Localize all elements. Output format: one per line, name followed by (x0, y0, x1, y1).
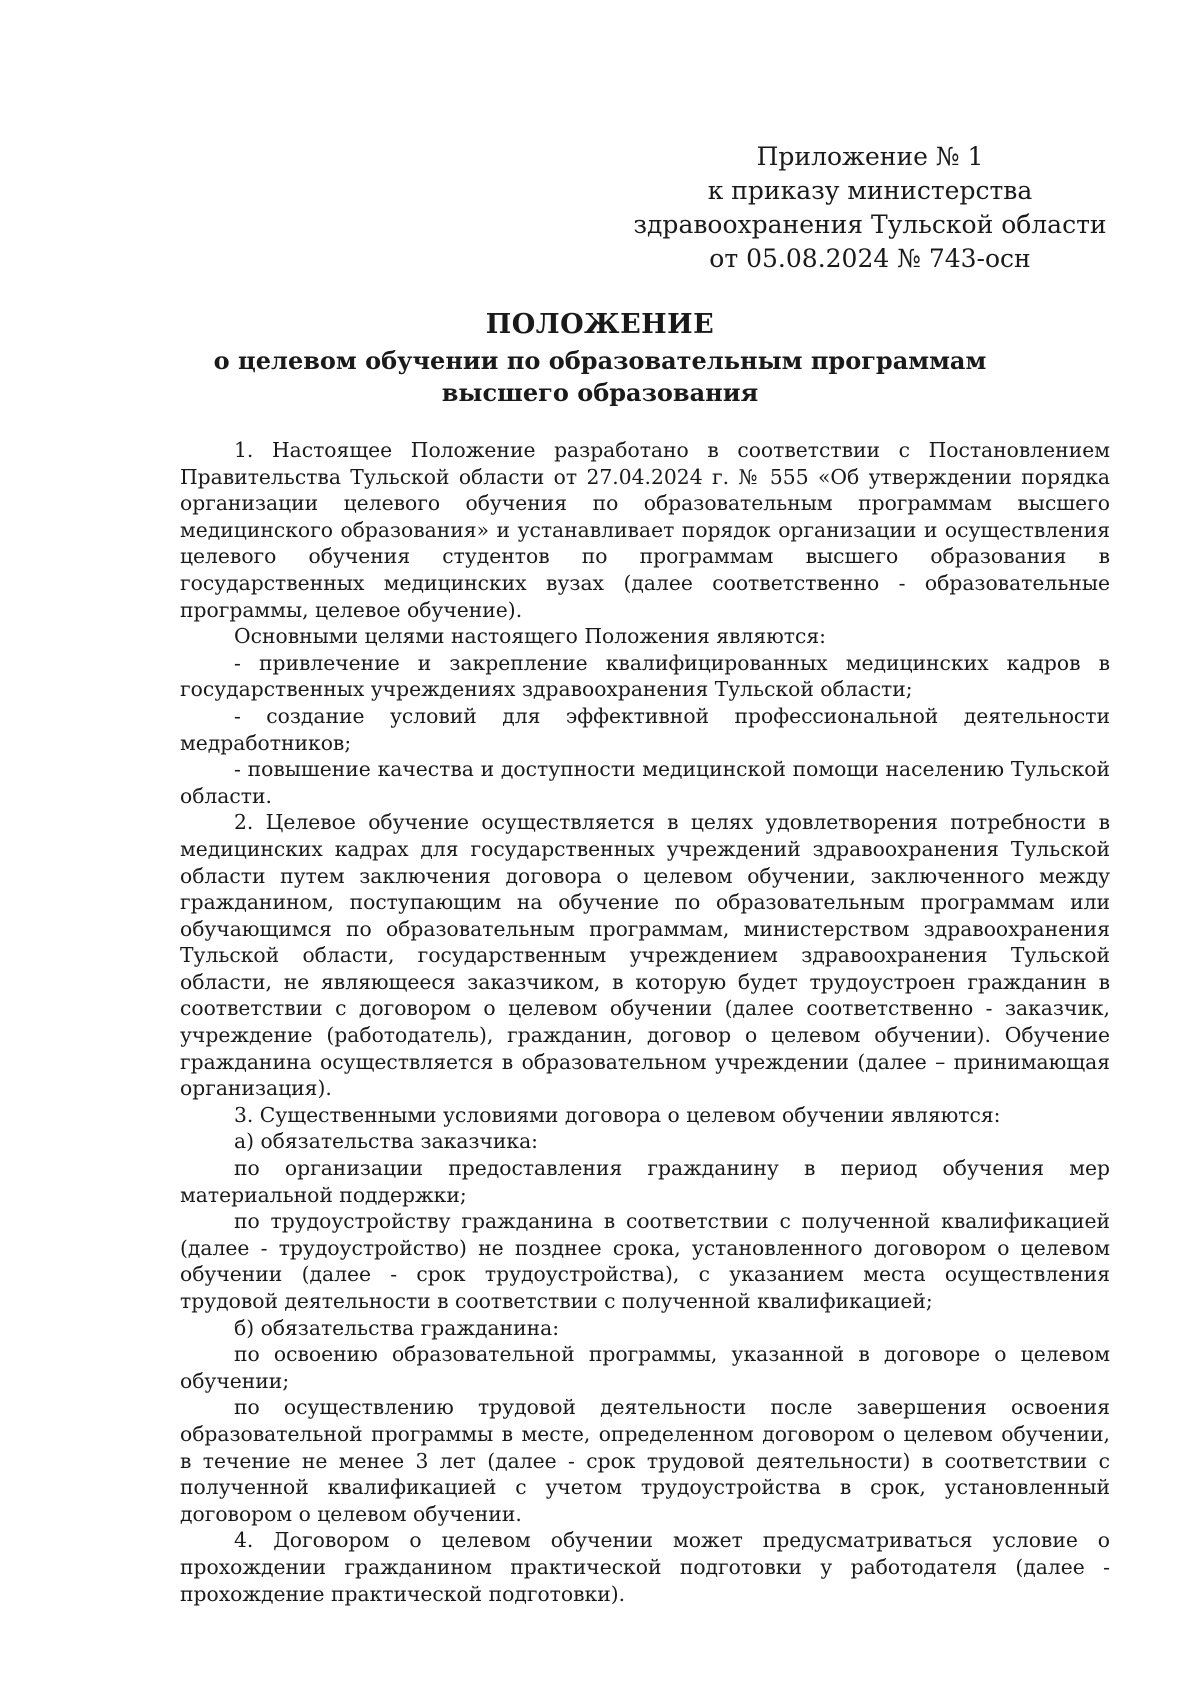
appendix-order-line: к приказу министерства (707, 176, 1033, 205)
appendix-number: Приложение № 1 (756, 142, 984, 171)
paragraph-3a-item-1: по организации предоставления гражданину в период обучения мер материальной поддержки; (180, 1156, 1110, 1207)
document-body (180, 437, 1110, 1607)
paragraph-3b: б) обязательства гражданина: (234, 1315, 560, 1340)
paragraph-3b-item-1: по освоению образовательной программы, указанной в договоре о целевом обучении; (180, 1342, 1110, 1393)
paragraph-2: 2. Целевое обучение осуществляется в целях удовлетворения потребности в медицинских кадрах для государственных учреждений здравоохранения Тульской области путем заключения договора о целевом обучении, заключенного между гражданином, поступающим на обучение по образовательным программам или обучающимся по образовательным программам, министерством здравоохранения Тульской области, государственным учреждением здравоохранения Тульской области, не являющееся заказчиком, в которую будет трудоустроен гражданин в соответствии с договором о целевом обучении (далее соответственно - заказчик, учреждение (работодатель), гражданин, договор о целевом обучении). Обучение гражданина осуществляется в образовательном учреждении (далее – принимающая организация). (180, 810, 1110, 1101)
title-sub-line-1: о целевом обучении по образовательным программам (213, 346, 987, 375)
paragraph-goals-intro: Основными целями настоящего Положения являются: (234, 624, 827, 649)
goal-item-2: - создание условий для эффективной профессиональной деятельности медработников; (180, 703, 1110, 755)
paragraph-3a: а) обязательства заказчика: (234, 1129, 539, 1154)
appendix-date-line: от 05.08.2024 № 743-осн (709, 244, 1031, 273)
title-sub-line-2: высшего образования (441, 378, 759, 407)
goal-item-1: - привлечение и закрепление квалифицированных медицинских кадров в государственных учреждениях здравоохранения Тульской области; (180, 650, 1110, 702)
paragraph-3b-item-2: по осуществлению трудовой деятельности после завершения освоения образовательной программы в месте, определенном договором о целевом обучении, в течение не менее 3 лет (далее - срок трудовой деятельности) в соответствии с полученной квалификацией с учетом трудоустройства в срок, установленный договором о целевом обучении. (180, 1395, 1110, 1526)
paragraph-1: 1. Настоящее Положение разработано в соответствии с Постановлением Правительства Тульской области от 27.04.2024 г. № 555 «Об утверждении порядка организации целевого обучения по образовательным программам высшего медицинского образования» и устанавливает порядок организации и осуществления целевого обучения студентов по программам высшего образования в государственных медицинских вузах (далее соответственно - образовательные программы, целевое обучение). (180, 438, 1110, 622)
goal-item-3: - повышение качества и доступности медицинской помощи населению Тульской области. (180, 757, 1110, 808)
appendix-header (600, 140, 1140, 276)
document-title (0, 305, 1200, 409)
title-main: ПОЛОЖЕНИЕ (485, 309, 715, 340)
paragraph-4: 4. Договором о целевом обучении может предусматриваться условие о прохождении гражданином практической подготовки у работодателя (далее - прохождение практической подготовки). (180, 1528, 1110, 1606)
paragraph-3: 3. Существенными условиями договора о целевом обучении являются: (234, 1102, 1001, 1127)
appendix-ministry-line: здравоохранения Тульской области (633, 210, 1107, 239)
paragraph-3a-item-2: по трудоустройству гражданина в соответствии с полученной квалификацией (далее - трудоустройство) не позднее срока, установленного договором о целевом обучении (далее - срок трудоустройства), с указанием места осуществления трудовой деятельности в соответствии с полученной квалификацией; (180, 1209, 1110, 1313)
